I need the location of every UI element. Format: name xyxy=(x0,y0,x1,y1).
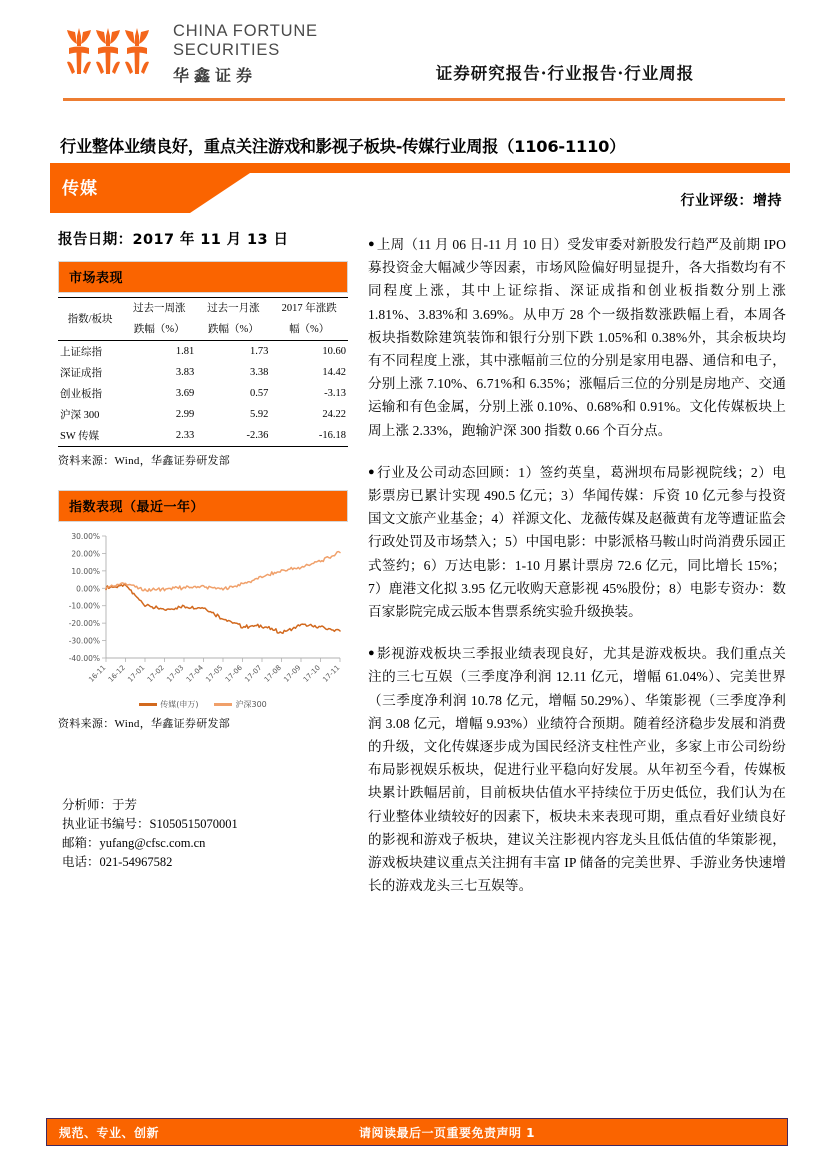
cell-month: 1.73 xyxy=(250,346,269,357)
bullet-icon: ● xyxy=(368,465,376,478)
svg-text:-10.00%: -10.00% xyxy=(68,601,100,611)
svg-text:17-06: 17-06 xyxy=(223,663,244,684)
company-name-block xyxy=(173,22,318,86)
svg-text:17-08: 17-08 xyxy=(262,663,283,684)
svg-text:16-12: 16-12 xyxy=(106,663,127,684)
cell-month: 3.38 xyxy=(250,367,269,378)
paragraph-text: 上周（11 月 06 日-11 月 10 日）受发审委对新股发行趋严及前期 IPO 募投资金大幅减少等因素，市场风险偏好明显提升，各大指数均有不同程度上涨，其中上证综指、深证成指和创业板指数分别上涨 1.81%、3.83%和 3.69%。从申万 28 个一级指数涨跌幅上看，本周各板块指数除建筑装饰和银行分别下跌 1.05%和 0.38%外，其余板块均有不同程度上涨，其中涨幅前三位的分别是家用电器、通信和电子，分别上涨 7.10%、6.71%和 6.35%；涨幅后三位的分别是房地产、交通运输和有色金属，分别上涨 0.10%、0.68%和 0.91%。文化传媒板块上周上涨 2.33%，跑输沪深 300 指数 0.66 个百分点。 xyxy=(368,237,786,438)
svg-text:17-09: 17-09 xyxy=(282,663,303,684)
industry-banner xyxy=(50,163,790,213)
cell-month: -2.36 xyxy=(246,430,269,441)
table-header xyxy=(58,298,348,341)
col-header-index: 指数/板块 xyxy=(67,313,113,325)
svg-text:17-01: 17-01 xyxy=(126,663,147,684)
cell-ytd: -16.18 xyxy=(318,430,346,441)
cell-index-name: 沪深 300 xyxy=(60,410,100,421)
svg-text:30.00%: 30.00% xyxy=(71,532,100,541)
page-title: 行业整体业绩良好，重点关注游戏和影视子板块-传媒行业周报（1106-1110） xyxy=(60,137,626,156)
summary-paragraph xyxy=(368,233,786,442)
company-name-en-line2: SECURITIES xyxy=(173,41,281,59)
svg-text:-40.00%: -40.00% xyxy=(68,654,100,663)
report-date: 报告日期：2017 年 11 月 13 日 xyxy=(58,232,289,248)
svg-text:0.00%: 0.00% xyxy=(76,584,100,594)
company-logo xyxy=(63,22,163,84)
market-performance-header: 市场表现 xyxy=(58,261,348,293)
cell-ytd: -3.13 xyxy=(324,388,346,399)
industry-news-paragraph xyxy=(368,461,786,623)
banner-shape xyxy=(50,163,790,213)
table-row xyxy=(58,341,348,363)
chart-canvas xyxy=(58,528,348,703)
investment-view-paragraph xyxy=(368,642,786,897)
analyst-phone: 电话：021-54967582 xyxy=(62,855,173,869)
cell-week: 3.83 xyxy=(175,367,195,378)
market-performance-table xyxy=(58,297,348,447)
three-figures-logo-icon xyxy=(63,22,163,84)
market-table-source: 资料来源：Wind，华鑫证券研发部 xyxy=(58,455,231,467)
svg-text:17-04: 17-04 xyxy=(184,663,205,684)
table-body xyxy=(58,341,348,447)
legend-label-media: 传媒(申万) xyxy=(160,700,199,709)
analyst-name: 分析师：于芳 xyxy=(62,798,138,812)
svg-text:10.00%: 10.00% xyxy=(71,566,100,576)
index-performance-header: 指数表现（最近一年） xyxy=(58,490,348,522)
industry-name: 传媒 xyxy=(62,179,98,199)
cell-week: 2.33 xyxy=(175,430,195,441)
svg-text:17-02: 17-02 xyxy=(145,663,166,684)
legend-label-hs300: 沪深300 xyxy=(235,700,267,709)
analyst-info xyxy=(62,796,352,872)
report-type-heading: 证券研究报告·行业报告·行业周报 xyxy=(435,64,695,83)
index-performance-section xyxy=(58,490,348,731)
paragraph-text: 行业及公司动态回顾：1）签约英皇，葛洲坝布局影视院线；2）电影票房已累计实现 490.5 亿元；3）华闻传媒：斥资 10 亿元参与投资国文文旅产业基金；4）祥源文化、龙薇传媒及赵薇黄有龙等遭证监会行政处罚及市场禁入；5）中国电影：中影派格马鞍山时尚消费乐园正式签约；6）万达电影：1-10 月累计票房 72.6 亿元，同比增长 15%；7）鹿港文化拟 3.95 亿元收购天意影视 45%股份；8）电影专资办：数百家影院完成云版本售票系统实验升级换装。 xyxy=(368,464,787,620)
col-header-ytd-l2: 幅（%） xyxy=(289,324,330,335)
table-header-row-1 xyxy=(58,298,348,320)
cell-index-name: 上证综指 xyxy=(60,347,102,358)
bullet-icon: ● xyxy=(368,238,375,250)
cell-index-name: SW 传媒 xyxy=(60,431,100,442)
svg-text:-20.00%: -20.00% xyxy=(68,619,100,629)
svg-text:17-03: 17-03 xyxy=(165,663,186,684)
col-header-week-l2: 跌幅（%） xyxy=(133,324,185,335)
cell-week: 3.69 xyxy=(175,388,195,399)
footer-disclaimer: 请阅读最后一页重要免责声明 1 xyxy=(358,1125,536,1140)
table-row xyxy=(58,362,348,383)
legend-swatch-media xyxy=(139,703,157,706)
cell-ytd: 14.42 xyxy=(322,367,346,378)
svg-text:20.00%: 20.00% xyxy=(71,549,100,559)
svg-text:17-11: 17-11 xyxy=(321,663,342,684)
col-header-week-l1: 过去一周涨 xyxy=(132,303,186,314)
page-footer xyxy=(46,1118,788,1146)
chart-source: 资料来源：Wind，华鑫证券研发部 xyxy=(58,718,231,730)
cell-week: 1.81 xyxy=(175,346,195,357)
paragraph-text: 影视游戏板块三季报业绩表现良好，尤其是游戏板块。我们重点关注的三七互娱（三季度净利润 12.11 亿元，增幅 61.04%）、完美世界（三季度净利润 10.78 亿元，增幅 50.29%）、华策影视（三季度净利润 3.08 亿元，增幅 9.93%）业绩符合预期。随着经济稳步发展和消费的升级，文化传媒逐步成为国民经济支柱性产业，多家上市公司纷纷布局影视娱乐板块，促进行业平稳向好发展。从年初至今看，传媒板块累计跌幅居前，目前板块估值水平持续位于历史低位，我们认为在行业整体业绩较好的因素下，板块未来表现可期，重点看好业绩良好的影视和游戏子板块，建议关注影视内容龙头且低估值的华策影视，游戏板块建议重点关注拥有丰富 IP 储备的完美世界、手游业务快速增长的游戏龙头三七互娱等。 xyxy=(368,646,786,894)
company-name-en-line1: CHINA FORTUNE xyxy=(173,22,318,40)
cell-index-name: 深证成指 xyxy=(60,368,102,379)
cell-ytd: 10.60 xyxy=(322,346,346,357)
cell-week: 2.99 xyxy=(175,409,195,420)
right-column xyxy=(368,233,786,916)
svg-text:17-05: 17-05 xyxy=(204,663,225,684)
analyst-email[interactable]: 邮箱：yufang@cfsc.com.cn xyxy=(62,836,206,850)
left-column xyxy=(58,228,348,731)
table-row xyxy=(58,425,348,447)
header-divider xyxy=(63,98,785,101)
table-row xyxy=(58,404,348,425)
col-header-ytd-l1: 2017 年涨跌 xyxy=(281,303,337,314)
svg-text:17-07: 17-07 xyxy=(243,663,264,684)
svg-text:-30.00%: -30.00% xyxy=(68,636,100,646)
col-header-month-l2: 跌幅（%） xyxy=(207,324,259,335)
legend-swatch-hs300 xyxy=(214,703,232,706)
col-header-month-l1: 过去一月涨 xyxy=(207,303,260,314)
svg-text:17-10: 17-10 xyxy=(301,663,322,684)
company-name-cn: 华鑫证券 xyxy=(173,66,258,85)
bullet-icon: ● xyxy=(368,647,376,660)
cell-ytd: 24.22 xyxy=(322,409,346,420)
cell-month: 5.92 xyxy=(250,409,269,420)
footer-slogan: 规范、专业、创新 xyxy=(59,1125,160,1140)
page-header xyxy=(45,18,785,103)
index-performance-chart xyxy=(58,528,348,703)
cell-index-name: 创业板指 xyxy=(60,389,102,400)
svg-text:16-11: 16-11 xyxy=(87,663,108,684)
table-row xyxy=(58,383,348,404)
analyst-license: 执业证书编号：S1050515070001 xyxy=(62,817,238,831)
industry-rating: 行业评级：增持 xyxy=(680,193,782,209)
cell-month: 0.57 xyxy=(250,388,269,399)
